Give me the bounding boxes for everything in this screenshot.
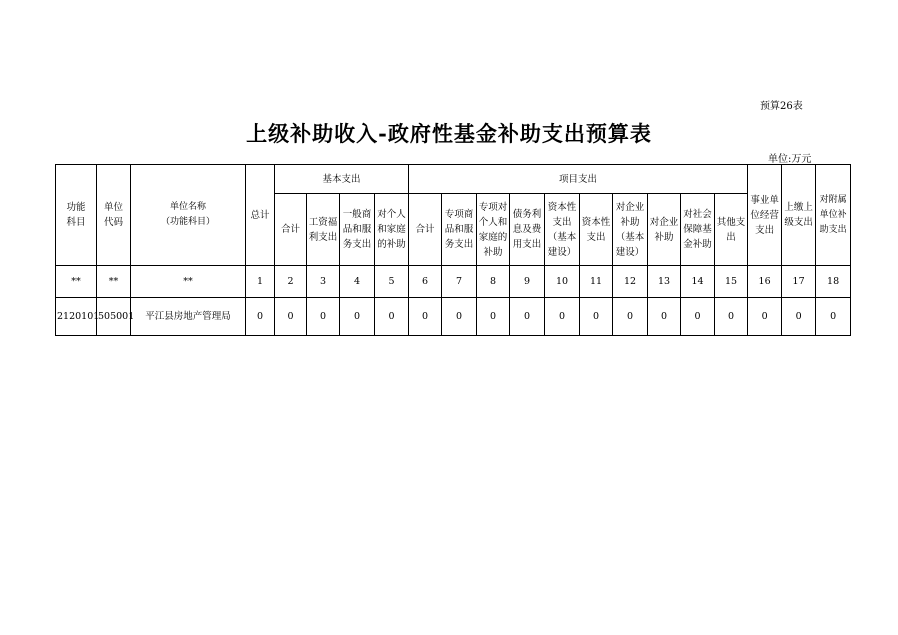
column-number: 16: [748, 266, 782, 298]
column-number: 11: [580, 266, 613, 298]
col-affiliated-subsidy: 对附属 单位补 助支出: [816, 165, 851, 266]
table-number: 预算26表: [760, 101, 803, 112]
column-number: 10: [545, 266, 580, 298]
cell-value: 0: [409, 298, 442, 336]
cell-value: 0: [477, 298, 510, 336]
col-func-subject: 功能 科目: [56, 165, 97, 266]
cell-value: 0: [246, 298, 275, 336]
cell-value: 0: [340, 298, 375, 336]
column-number: 14: [681, 266, 715, 298]
unit-label: 单位:万元: [768, 154, 812, 165]
column-number: **: [97, 266, 131, 298]
col-public-institution: 事业单 位经营 支出: [748, 165, 782, 266]
group-project-expense: 项目支出: [409, 165, 748, 194]
column-number: 17: [782, 266, 816, 298]
col-proj-other: 其他支 出: [715, 194, 748, 266]
column-number: 12: [613, 266, 648, 298]
column-number: 18: [816, 266, 851, 298]
col-proj-debt: 债务利 息及费 用支出: [510, 194, 545, 266]
cell-value: 0: [816, 298, 851, 336]
cell-value: 0: [613, 298, 648, 336]
col-proj-capital: 资本性 支出: [580, 194, 613, 266]
col-basic-salary: 工资福 利支出: [307, 194, 340, 266]
column-number: **: [56, 266, 97, 298]
cell-func-code: 2120101: [56, 298, 97, 336]
column-number: 2: [275, 266, 307, 298]
cell-value: 0: [510, 298, 545, 336]
col-total: 总计: [246, 165, 275, 266]
table-row: [56, 298, 851, 336]
column-number: 1: [246, 266, 275, 298]
cell-value: 0: [275, 298, 307, 336]
cell-unit-name: 平江县房地产管理局: [131, 298, 246, 336]
cell-value: 0: [375, 298, 409, 336]
col-proj-goods: 专项商 品和服 务支出: [442, 194, 477, 266]
col-basic-goods: 一般商 品和服 务支出: [340, 194, 375, 266]
column-number: 3: [307, 266, 340, 298]
column-number: 7: [442, 266, 477, 298]
column-number: 5: [375, 266, 409, 298]
cell-value: 0: [715, 298, 748, 336]
column-number: 8: [477, 266, 510, 298]
col-proj-enterprise-basic: 对企业 补助 （基本 建设）: [613, 194, 648, 266]
budget-table: [55, 164, 851, 336]
col-upward-payment: 上缴上 级支出: [782, 165, 816, 266]
col-proj-sum: 合计: [409, 194, 442, 266]
column-number: 15: [715, 266, 748, 298]
col-proj-enterprise: 对企业 补助: [648, 194, 681, 266]
column-number: **: [131, 266, 246, 298]
col-proj-social: 对社会 保障基 金补助: [681, 194, 715, 266]
cell-value: 0: [580, 298, 613, 336]
col-basic-personal: 对个人 和家庭 的补助: [375, 194, 409, 266]
cell-value: 0: [648, 298, 681, 336]
cell-value: 0: [681, 298, 715, 336]
column-number: 6: [409, 266, 442, 298]
group-basic-expense: 基本支出: [275, 165, 409, 194]
col-proj-personal: 专项对 个人和 家庭的 补助: [477, 194, 510, 266]
cell-unit-code: 505001: [97, 298, 131, 336]
column-number: 4: [340, 266, 375, 298]
col-unit-name: 单位名称 （功能科目）: [131, 165, 246, 266]
col-unit-code: 单位 代码: [97, 165, 131, 266]
col-basic-sum: 合计: [275, 194, 307, 266]
column-number-row: [56, 266, 851, 298]
cell-value: 0: [748, 298, 782, 336]
column-number: 9: [510, 266, 545, 298]
cell-value: 0: [782, 298, 816, 336]
page-title: 上级补助收入-政府性基金补助支出预算表: [246, 121, 652, 146]
column-number: 13: [648, 266, 681, 298]
cell-value: 0: [545, 298, 580, 336]
cell-value: 0: [307, 298, 340, 336]
cell-value: 0: [442, 298, 477, 336]
col-proj-capital-basic: 资本性 支出 （基本 建设）: [545, 194, 580, 266]
